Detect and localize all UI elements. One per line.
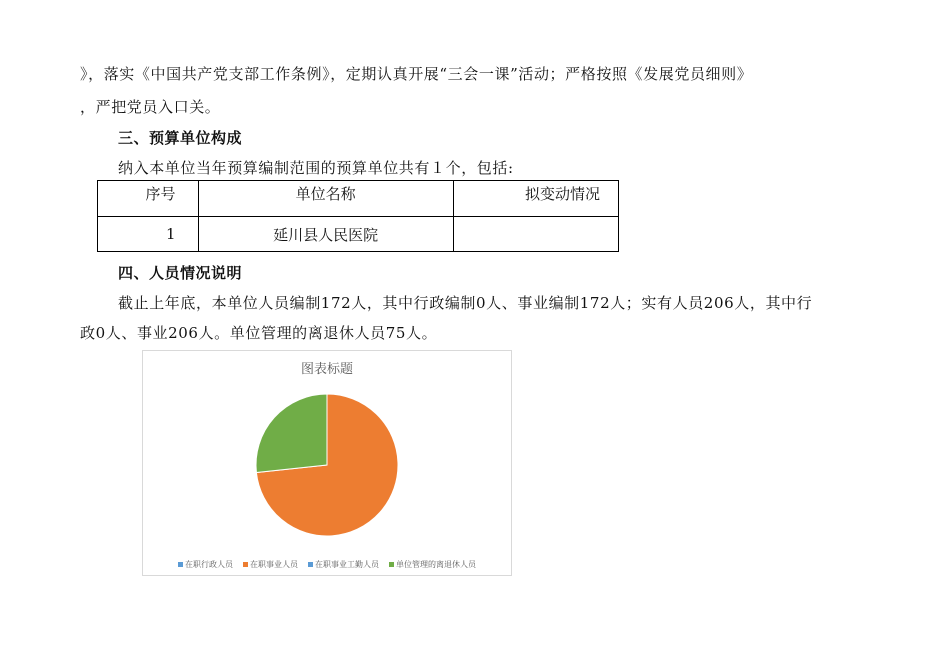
legend-label: 在职事业工勤人员 (315, 560, 379, 569)
pie-plot-area (143, 351, 511, 575)
cell-index: 1 (98, 217, 199, 252)
legend-item (243, 559, 298, 570)
section-4-line-2: 政0人、事业206人。单位管理的离退休人员75人。 (80, 324, 438, 342)
header-change: 拟变动情况 (453, 181, 618, 217)
legend-swatch (243, 562, 248, 567)
section-4-heading: 四、人员情况说明 (118, 264, 243, 282)
section-3-heading: 三、预算单位构成 (118, 129, 243, 147)
legend-label: 单位管理的离退休人员 (396, 560, 476, 569)
budget-unit-table (97, 180, 619, 252)
chart-title: 图表标题 (300, 362, 353, 377)
table-header-row (98, 181, 619, 217)
legend-swatch (308, 562, 313, 567)
header-unit-name: 单位名称 (198, 181, 453, 217)
section-3-intro: 纳入本单位当年预算编制范围的预算单位共有１个，包括: (118, 159, 514, 177)
pie-slice-3 (256, 394, 327, 473)
chart-legend (143, 559, 511, 570)
cell-unit-name: 延川县人民医院 (198, 217, 453, 252)
section-4-line-1: 截止上年底，本单位人员编制172人，其中行政编制0人、事业编制172人；实有人员206人，其中行 (118, 294, 813, 312)
header-index: 序号 (98, 181, 199, 217)
legend-item (308, 559, 379, 570)
legend-swatch (389, 562, 394, 567)
table-row (98, 217, 619, 252)
legend-label: 在职行政人员 (185, 560, 233, 569)
staff-pie-chart (142, 350, 512, 576)
legend-item (178, 559, 233, 570)
paragraph-line-2: ，严把党员入口关。 (80, 98, 221, 116)
legend-label: 在职事业人员 (250, 560, 298, 569)
legend-item (389, 559, 476, 570)
cell-change (453, 217, 618, 252)
legend-swatch (178, 562, 183, 567)
paragraph-line-1: 》，落实《中国共产党支部工作条例》，定期认真开展“三会一课”活动；严格按照《发展党员细则》 (80, 65, 753, 83)
